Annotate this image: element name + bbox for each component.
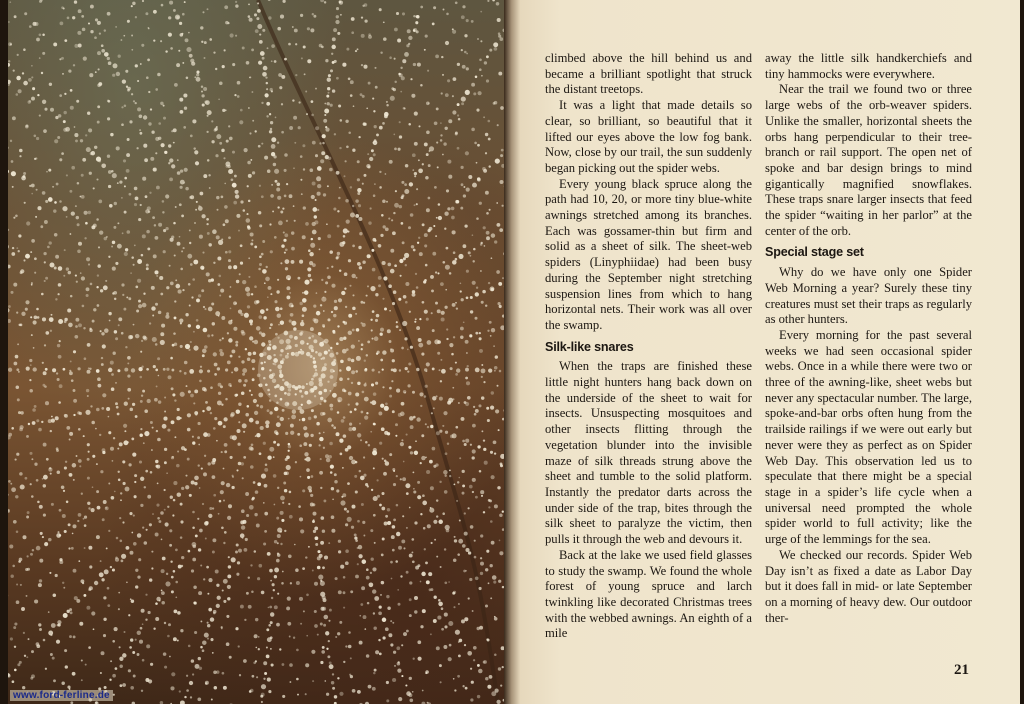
text-page (520, 0, 1020, 704)
spider-web-photo (8, 0, 512, 704)
paragraph: Why do we have only one Spider Web Morning a year? Surely these tiny creatures must set their traps as regularly as other hunters. (765, 265, 972, 327)
dew-drops (8, 0, 512, 704)
paragraph: Every morning for the past several weeks we had seen occasional spider webs. Once in a while there were two or three of the awning-like, sheet webs but never any spectacular number. The large, spoke-and-bar orbs often hung from the trailside railings if we were out early but never were they as perfect as on Spider Web Day. This observation led us to speculate that there might be a special stage in a spider’s life cycle when a universal need prompted the whole spider world to full activity; like the urge of the lemmings for the sea. (765, 327, 972, 547)
watermark: www.ford-ferline.de (10, 690, 113, 701)
text-column-left (545, 51, 752, 642)
page-number: 21 (954, 662, 969, 678)
section-heading: Silk-like snares (545, 339, 634, 354)
paragraph: away the little silk handkerchiefs and tiny hammocks were everywhere. (765, 51, 972, 81)
paragraph: climbed above the hill behind us and became a brilliant spotlight that struck the distant treetops. (545, 51, 752, 97)
paragraph: Every young black spruce along the path had 10, 20, or more tiny blue-white awnings stretched among its branches. Each was gossamer-thin but firm and solid as a sheet of silk. The sheet-web spiders (Linyphiidae) had been busy during the September night stretching suspension lines from which to hang horizontal nets. Their work was all over the swamp. (545, 176, 752, 332)
paragraph: It was a light that made details so clear, so brilliant, so beautiful that it lifted our eyes above the low fog bank. Now, close by our trail, the sun suddenly began picking out the spider webs. (545, 98, 752, 175)
paragraph: We checked our records. Spider Web Day isn’t as fixed a date as Labor Day but it does fall in mid- or late September on a morning of heavy dew. Our outdoor ther- (765, 547, 972, 625)
text-column-right (765, 51, 972, 626)
paragraph: Near the trail we found two or three large webs of the orb-weaver spiders. Unlike the smaller, horizontal sheets the orbs hang perpendicular to their tree-branch or rail support. The open net of spoke and bar design brings to mind gigantically magnified snowflakes. These traps snare larger insects that feed the spider “waiting in her parlor” at the center of the orb. (765, 82, 972, 238)
paragraph: Back at the lake we used field glasses to study the swamp. We found the whole forest of young spruce and larch twinkling like decorated Christmas trees with the webbed awnings. An eighth of a mile (545, 547, 752, 641)
paragraph: When the traps are finished these little night hunters hang back down on the underside of the sheet to wait for insects. Unsuspecting mosquitoes and other insects flitting through the vegetation blunder into the invisible maze of silk threads strung above the sheet and tumble to the solid platform. Instantly the predator darts across the under side of the trap, bites through the silk sheet to paralyze the victim, then pulls it through the web and devours it. (545, 359, 752, 547)
section-heading: Special stage set (765, 245, 864, 260)
photo-page (8, 0, 512, 704)
